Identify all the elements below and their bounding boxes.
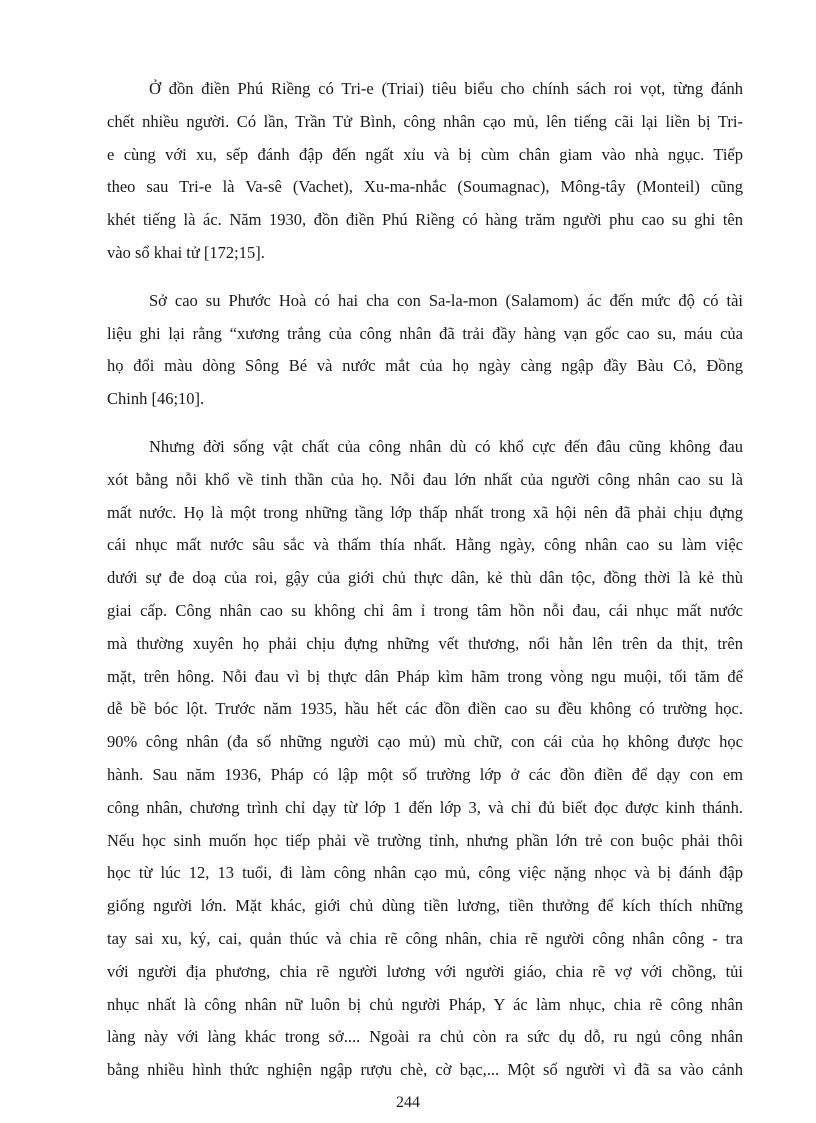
text-line: Ở đồn điền Phú Riềng có Tri-e (Triai) tiêu biểu cho chính sách roi vọt, từng đánh [149,79,743,98]
paragraph-spiritual-suffering [107,431,743,1087]
text-line: họ đổi màu dòng Sông Bé và nước mắt của họ ngày càng ngập đầy Bàu Cỏ, Đồng [107,356,743,376]
text-line: mặt, trên hông. Nỗi đau vì bị thực dân Pháp kìm hãm trong vòng ngu muội, tối tăm để [107,666,743,686]
text-line: cái nhục mất nước sâu sắc và thấm thía nhất. Hằng ngày, công nhân cao su làm việc [107,535,743,555]
text-line: xót bằng nỗi khổ về tinh thần của họ. Nỗi đau lớn nhất của người công nhân cao su là [107,469,743,489]
text-line: Sở cao su Phước Hoà có hai cha con Sa-la-mon (Salamom) ác đến mức độ có tài [149,290,743,310]
text-line: bằng nhiều hình thức nghiện ngập rượu chè, cờ bạc,... Một số người vì đã sa vào cảnh [107,1060,743,1080]
text-line: học từ lúc 12, 13 tuổi, đi làm công nhân cạo mủ, công việc nặng nhọc và bị đánh đập [107,863,743,883]
text-line: mất nước. Họ là một trong những tầng lớp thấp nhất trong xã hội nên đã phải chịu đựng [107,502,743,522]
text-line: công nhân, chương trình chỉ dạy từ lớp 1 đến lớp 3, và chỉ đủ biết đọc được kinh thánh. [107,797,743,817]
text-line: e cùng với xu, sếp đánh đập đến ngất xỉu và bị cùm chân giam vào nhà ngục. Tiếp [107,144,743,164]
text-line: liệu ghi lại rằng “xương trắng của công nhân đã trải đầy hàng vạn gốc cao su, máu của [107,323,743,343]
page-number: 244 [396,1094,420,1111]
text-line: dễ bề bóc lột. Trước năm 1935, hầu hết các đồn điền cao su đều không có trường học. [107,699,743,719]
text-line: dưới sự đe doạ của roi, gậy của giới chủ thực dân, kẻ thù dân tộc, đồng thời là kẻ thù [107,568,743,588]
text-line: 90% công nhân (đa số những người cạo mủ) mù chữ, con cái của họ không được học [107,732,743,752]
text-line: Nếu học sinh muốn học tiếp phải về trường tỉnh, nhưng phần lớn trẻ con buộc phải thôi [107,830,743,850]
text-line: với người địa phương, chia rẽ người lương với người giáo, chia rẽ vợ với chồng, tủi [107,961,743,981]
text-line: hành. Sau năm 1936, Pháp có lập một số trường lớp ở các đồn điền để dạy con em [107,764,743,784]
text-line: làng này với làng khác trong sở.... Ngoài ra chủ còn ra sức dụ dỗ, ru ngủ công nhân [107,1027,743,1047]
text-line: chết nhiều người. Có lần, Trần Tử Bình, công nhân cạo mủ, lên tiếng cãi lại liền bị Tri- [107,111,743,131]
paragraph-phu-rieng [107,73,743,270]
text-line: vào sổ khai tử [172;15]. [107,242,265,262]
text-line: Nhưng đời sống vật chất của công nhân dù có khổ cực đến đâu cũng không đau [149,436,743,456]
text-line: giống người lớn. Mặt khác, giới chủ dùng tiền lương, tiền thưởng để kích thích những [107,896,743,916]
text-line: khét tiếng là ác. Năm 1930, đồn điền Phú Riềng có hàng trăm người phu cao su ghi tên [107,210,743,230]
body-text [107,73,743,1102]
text-line: giai cấp. Công nhân cao su không chỉ âm ỉ trong tâm hồn nỗi đau, cái nhục mất nước [107,600,743,620]
text-line: Chinh [46;10]. [107,389,205,409]
text-line: theo sau Tri-e là Va-sê (Vachet), Xu-ma-nhắc (Soumagnac), Mông-tây (Monteil) cũng [107,177,743,197]
text-line: nhục nhất là công nhân nữ luôn bị chủ người Pháp, Y ác làm nhục, chia rẽ công nhân [107,994,743,1014]
text-line: mà thường xuyên họ phải chịu đựng những vết thương, nổi hằn lên trên da thịt, trên [107,633,743,653]
text-line: tay sai xu, ký, cai, quản thúc và chia rẽ công nhân, chia rẽ người công nhân công - tra [107,928,743,948]
paragraph-phuoc-hoa [107,285,743,416]
